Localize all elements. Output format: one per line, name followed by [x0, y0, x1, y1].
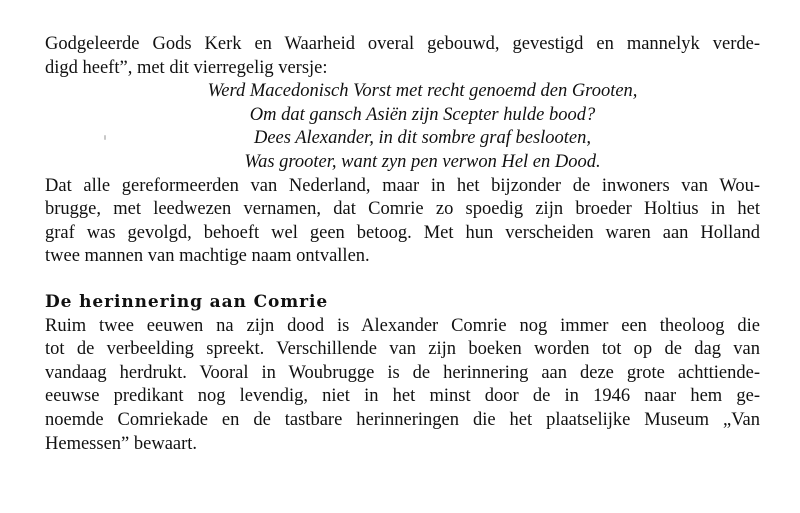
text-line: graf was gevolgd, behoeft wel geen betoog. Met hun verscheiden waren aan Holland	[45, 222, 760, 243]
section-heading: De herinnering aan Comrie	[45, 291, 329, 312]
text-line: eeuwse predikant nog levendig, niet in het minst door de in 1946 naar hem ge-	[45, 386, 760, 407]
text-line: tot de verbeelding spreekt. Verschillende van zijn boeken worden tot op de dag van	[45, 339, 760, 360]
text-line: twee mannen van machtige naam ontvallen.	[45, 246, 370, 267]
paragraph-legacy	[45, 315, 760, 457]
scan-speck	[104, 135, 106, 140]
text-line: Hemessen” bewaart.	[45, 433, 198, 454]
verse-line: Werd Macedonisch Vorst met recht genoemd den Grooten,	[207, 81, 638, 102]
paragraph-intro	[45, 33, 760, 80]
text-line: Godgeleerde Gods Kerk en Waarheid overal gebouwd, gevestigd en mannelyk verde-	[45, 34, 760, 54]
text-line: Ruim twee eeuwen na zijn dood is Alexander Comrie nog immer een theoloog die	[45, 315, 760, 336]
verse-line: Om dat gansch Asiën zijn Scepter hulde bood?	[249, 104, 596, 125]
text-line: digd heeft”, met dit vierregelig versje:	[45, 57, 328, 78]
text-line: brugge, met leedwezen vernamen, dat Comrie zo spoedig zijn broeder Holtius in het	[45, 199, 760, 220]
verse-line: Dees Alexander, in dit sombre graf beslooten,	[253, 128, 592, 149]
verse-line: Was grooter, want zyn pen verwon Hel en Dood.	[244, 151, 601, 172]
paragraph-mourning	[45, 175, 760, 269]
text-line: noemde Comriekade en de tastbare herinneringen die het plaatselijke Museum „Van	[45, 409, 760, 430]
text-line: Dat alle gereformeerden van Nederland, maar in het bijzonder de inwoners van Wou-	[45, 175, 760, 196]
document-page	[45, 33, 760, 456]
text-line: vandaag herdrukt. Vooral in Woubrugge is de herinnering aan deze grote achttiende-	[45, 362, 760, 383]
verse-quote	[45, 80, 760, 174]
